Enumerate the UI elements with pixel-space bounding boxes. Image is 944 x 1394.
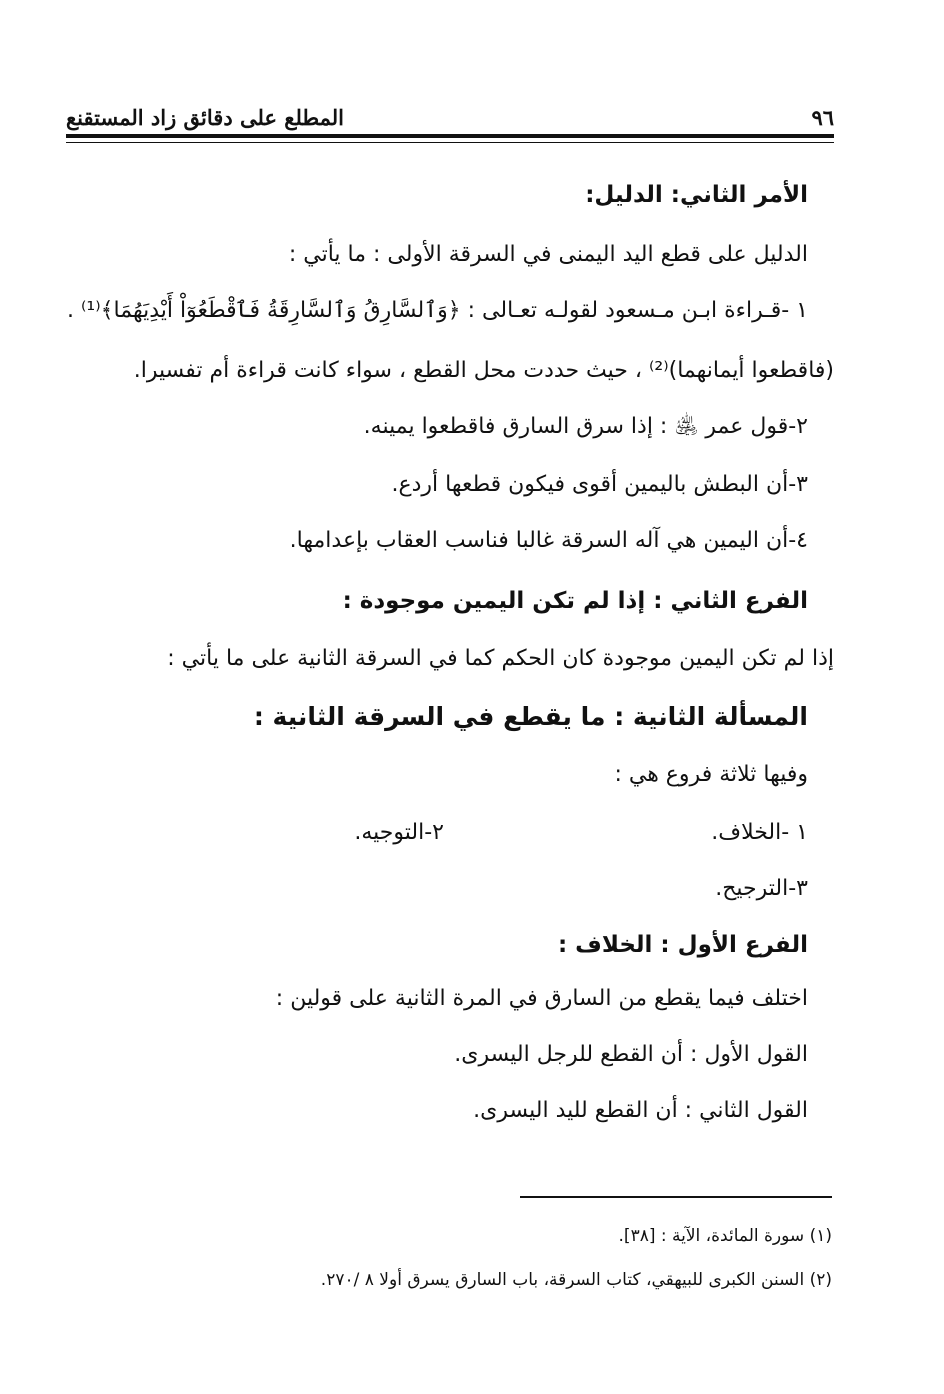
evidence-item-1-continued: (فاقطعوا أيمانهما)⁽²⁾ ، حيث حددت محل القطع ، سواء كانت قراءة أم تفسيرا. xyxy=(133,358,834,383)
list-item-preference: ٣-الترجيح. xyxy=(715,876,808,901)
section-heading-issue-two: المسألة الثانية : ما يقطع في السرقة الثانية : xyxy=(253,702,808,731)
list-item-disagreement: ١ -الخلاف. xyxy=(711,820,808,845)
footnote-1: (١) سورة المائدة، الآية : [٣٨]. xyxy=(618,1226,832,1246)
opinion-one: القول الأول : أن القطع للرجل اليسرى. xyxy=(454,1042,808,1067)
header-rule-thick xyxy=(66,134,834,138)
section-heading-branch-two: الفرع الثاني : إذا لم تكن اليمين موجودة : xyxy=(342,588,808,614)
evidence-item-1: ١ -قـراءة ابـن مـسعود لقولـه تعـالى : ﴿وَٱلسَّارِقُ وَٱلسَّارِقَةُ فَٱقْطَعُوٓاْ أَيْدِيَهُمَا﴾⁽¹⁾ . xyxy=(67,298,808,323)
paragraph-branch-two: إذا لم تكن اليمين موجودة كان الحكم كما في السرقة الثانية على ما يأتي : xyxy=(167,646,834,671)
book-title: المطلع على دقائق زاد المستقنع xyxy=(66,105,345,130)
section-heading-evidence: الأمر الثاني: الدليل: xyxy=(585,182,808,208)
page-number: ٩٦ xyxy=(811,105,834,130)
page-header xyxy=(66,100,834,130)
section-heading-branch-one: الفرع الأول : الخلاف : xyxy=(557,932,808,958)
evidence-item-3: ٣-أن البطش باليمين أقوى فيكون قطعها أردع. xyxy=(391,472,808,497)
evidence-item-2: ٢-قول عمر ﵁ : إذا سرق السارق فاقطعوا يمينه. xyxy=(363,414,808,439)
list-item-direction: ٢-التوجيه. xyxy=(354,820,444,845)
evidence-item-4: ٤-أن اليمين هي آله السرقة غالبا فناسب العقاب بإعدامها. xyxy=(289,528,808,553)
footnote-separator xyxy=(520,1196,832,1198)
header-rule-thin xyxy=(66,142,834,143)
footnote-2: (٢) السنن الكبرى للبيهقي، كتاب السرقة، باب السارق يسرق أولا ٨ /٢٧٠. xyxy=(320,1270,832,1290)
opinion-two: القول الثاني : أن القطع لليد اليسرى. xyxy=(473,1098,808,1123)
paragraph-evidence-intro: الدليل على قطع اليد اليمنى في السرقة الأولى : ما يأتي : xyxy=(288,242,808,267)
paragraph-three-branches: وفيها ثلاثة فروع هي : xyxy=(614,762,808,787)
paragraph-disagreement: اختلف فيما يقطع من السارق في المرة الثانية على قولين : xyxy=(275,986,808,1011)
